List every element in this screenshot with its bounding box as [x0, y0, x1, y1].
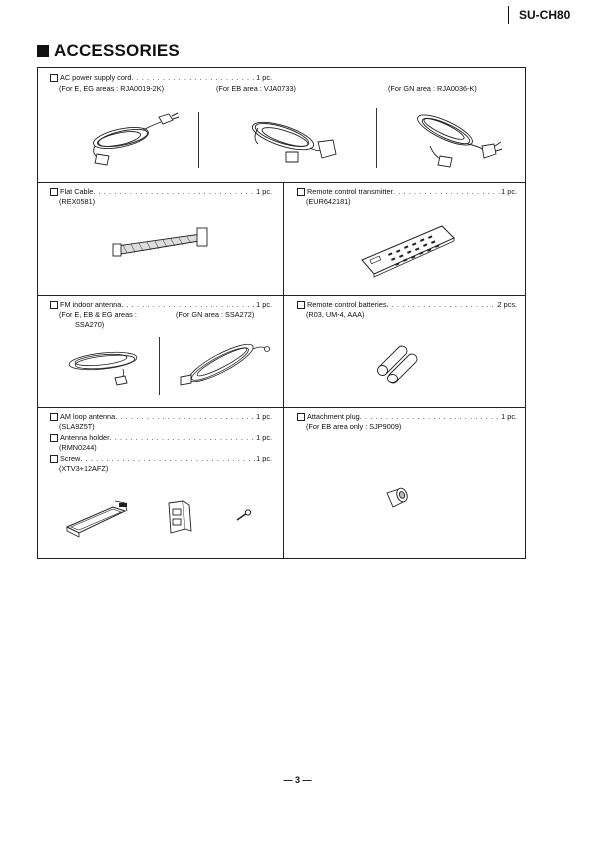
- leader-dots: [110, 433, 257, 442]
- page-title-text: ACCESSORIES: [54, 41, 180, 60]
- fm-antenna-icon: [173, 339, 273, 391]
- power-cord-icon: [238, 108, 343, 170]
- power-cord-icon: [400, 106, 505, 170]
- antenna-holder-label: Antenna holder: [60, 433, 110, 442]
- screw-icon: [233, 509, 253, 523]
- leader-dots: [393, 187, 501, 196]
- antenna-holder-part: (RMN0244): [59, 443, 97, 452]
- flat-cable-qty: 1 pc.: [256, 187, 272, 196]
- fm-antenna-icon: [63, 345, 153, 391]
- remote-control-icon: [358, 222, 458, 278]
- am-loop-antenna-icon: [63, 497, 133, 537]
- checkbox-icon: [50, 413, 58, 421]
- leader-dots: [93, 187, 256, 196]
- fm-antenna-variant-1: (For E, EB & EG areas :: [59, 310, 137, 319]
- ac-cord-variant-2: (For EB area : VJA0733): [216, 84, 296, 93]
- batteries-line: [297, 300, 517, 309]
- model-number: SU-CH80: [508, 6, 595, 24]
- ac-cord-variant-1: (For E, EG areas : RJA0019-2K): [59, 84, 165, 93]
- ac-cord-label: AC power supply cord: [60, 73, 132, 82]
- leader-dots: [121, 300, 256, 309]
- flat-cable-label: Flat Cable: [60, 187, 94, 196]
- variant-separator: [198, 112, 199, 168]
- title-square-icon: [37, 45, 49, 57]
- checkbox-icon: [50, 455, 58, 463]
- checkbox-icon: [50, 188, 58, 196]
- leader-dots: [360, 412, 501, 421]
- am-antenna-line: [50, 412, 272, 421]
- am-antenna-cell: [38, 407, 283, 559]
- leader-dots: [131, 73, 256, 82]
- antenna-holder-line: [50, 433, 272, 442]
- fm-antenna-qty: 1 pc.: [256, 300, 272, 309]
- flat-cable-cell: [38, 182, 283, 295]
- antenna-holder-qty: 1 pc.: [256, 433, 272, 442]
- ac-cord-qty: 1 pc.: [256, 73, 272, 82]
- page-title: [37, 41, 180, 61]
- screw-part: (XTV3+12AFZ): [59, 464, 109, 473]
- power-cord-icon: [83, 108, 183, 168]
- fm-antenna-cell: [38, 295, 283, 407]
- attachment-plug-qty: 1 pc.: [501, 412, 517, 421]
- fm-antenna-variant-1-part: SSA270): [75, 320, 105, 329]
- variant-separator: [376, 108, 377, 168]
- ac-cord-cell: [38, 68, 527, 182]
- flat-cable-line: [50, 187, 272, 196]
- attachment-plug-part: (For EB area only : SJP9009): [306, 422, 402, 431]
- fm-antenna-label: FM indoor antenna: [60, 300, 122, 309]
- remote-label: Remote control transmitter: [307, 187, 393, 196]
- remote-cell: [283, 182, 527, 295]
- am-antenna-part: (SLA9Z5T): [59, 422, 95, 431]
- attachment-plug-label: Attachment plug: [307, 412, 360, 421]
- checkbox-icon: [50, 74, 58, 82]
- remote-line: [297, 187, 517, 196]
- fm-antenna-variant-2: (For GN area : SSA272): [176, 310, 255, 319]
- checkbox-icon: [50, 434, 58, 442]
- leader-dots: [80, 454, 256, 463]
- ac-cord-line: [50, 73, 272, 82]
- am-antenna-label: AM loop antenna: [60, 412, 116, 421]
- batteries-cell: [283, 295, 527, 407]
- ac-cord-variant-3: (For GN area : RJA0036-K): [388, 84, 477, 93]
- screw-label: Screw: [60, 454, 81, 463]
- antenna-holder-icon: [163, 499, 195, 539]
- checkbox-icon: [50, 301, 58, 309]
- batteries-label: Remote control batteries: [307, 300, 387, 309]
- checkbox-icon: [297, 301, 305, 309]
- leader-dots: [387, 300, 498, 309]
- battery-icon: [373, 341, 423, 383]
- flat-cable-icon: [113, 226, 213, 262]
- remote-part: (EUR642181): [306, 197, 351, 206]
- screw-line: [50, 454, 272, 463]
- leader-dots: [115, 412, 256, 421]
- screw-qty: 1 pc.: [256, 454, 272, 463]
- accessories-table: [37, 67, 526, 559]
- page-number: — 3 —: [283, 775, 312, 785]
- checkbox-icon: [297, 188, 305, 196]
- batteries-part: (R03, UM-4, AAA): [306, 310, 365, 319]
- checkbox-icon: [297, 413, 305, 421]
- variant-separator: [159, 337, 160, 395]
- remote-qty: 1 pc.: [501, 187, 517, 196]
- batteries-qty: 2 pcs.: [497, 300, 517, 309]
- attachment-plug-line: [297, 412, 517, 421]
- attachment-plug-icon: [383, 485, 411, 511]
- am-antenna-qty: 1 pc.: [256, 412, 272, 421]
- flat-cable-part: (REX0581): [59, 197, 96, 206]
- fm-antenna-line: [50, 300, 272, 309]
- attachment-plug-cell: [283, 407, 527, 559]
